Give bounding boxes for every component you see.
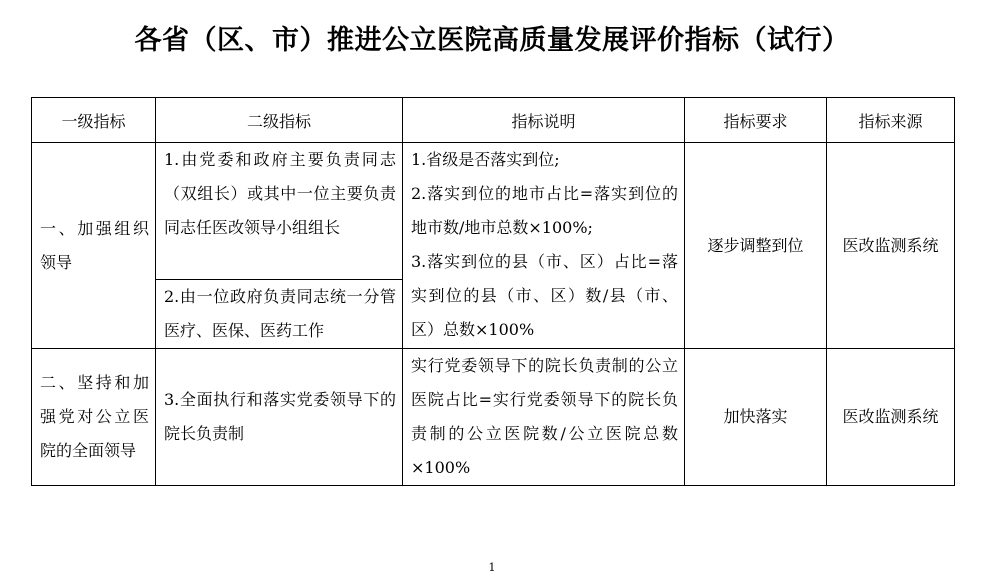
row1-level2b-cell bbox=[156, 280, 403, 349]
table-row bbox=[32, 349, 955, 486]
row2-requirement-cell bbox=[685, 349, 827, 486]
header-explanation: 指标说明 bbox=[403, 98, 685, 143]
row2-level2-cell bbox=[156, 349, 403, 486]
row2-requirement: 加快落实 bbox=[723, 407, 788, 426]
row1-level2b: 2.由一位政府负责同志统一分管医疗、医保、医药工作 bbox=[164, 287, 396, 340]
document-title: 各省（区、市）推进公立医院高质量发展评价指标（试行） bbox=[134, 25, 850, 56]
row1-level2a: 1.由党委和政府主要负责同志（双组长）或其中一位主要负责同志任医改领导小组组长 bbox=[164, 150, 396, 237]
row1-level2a-cell bbox=[156, 143, 403, 280]
header-requirement: 指标要求 bbox=[685, 98, 827, 143]
row1-explanation-cell bbox=[403, 143, 685, 349]
row2-source: 医改监测系统 bbox=[842, 407, 939, 426]
header-level1: 一级指标 bbox=[32, 98, 156, 143]
row2-explanation: 实行党委领导下的院长负责制的公立医院占比=实行党委领导下的院长负责制的公立医院数/公立医院总数×100% bbox=[411, 356, 678, 477]
row2-level1-cell bbox=[32, 349, 156, 486]
row1-source: 医改监测系统 bbox=[842, 235, 939, 255]
row2-level2: 3.全面执行和落实党委领导下的院长负责制 bbox=[164, 390, 396, 443]
row1-explanation-1: 1.省级是否落实到位; bbox=[411, 150, 560, 169]
table-row bbox=[32, 143, 955, 280]
header-source: 指标来源 bbox=[827, 98, 955, 143]
row1-requirement: 逐步调整到位 bbox=[707, 235, 804, 255]
row1-source-cell bbox=[827, 143, 955, 349]
row1-level1-cell bbox=[32, 143, 156, 349]
row1-level1: 一、加强组织领导 bbox=[40, 218, 149, 272]
row1-explanation-2: 2.落实到位的地市占比=落实到位的地市数/地市总数×100%; bbox=[411, 184, 678, 237]
row1-requirement-cell bbox=[685, 143, 827, 349]
page-number: 1 bbox=[488, 561, 496, 574]
row2-explanation-cell bbox=[403, 349, 685, 486]
row2-level1: 二、坚持和加强党对公立医院的全面领导 bbox=[40, 373, 149, 460]
indicator-table bbox=[31, 97, 955, 486]
row2-source-cell bbox=[827, 349, 955, 486]
table-header-row bbox=[32, 98, 955, 143]
header-level2: 二级指标 bbox=[156, 98, 403, 143]
row1-explanation-3: 3.落实到位的县（市、区）占比=落实到位的县（市、区）数/县（市、区）总数×100% bbox=[411, 252, 678, 339]
